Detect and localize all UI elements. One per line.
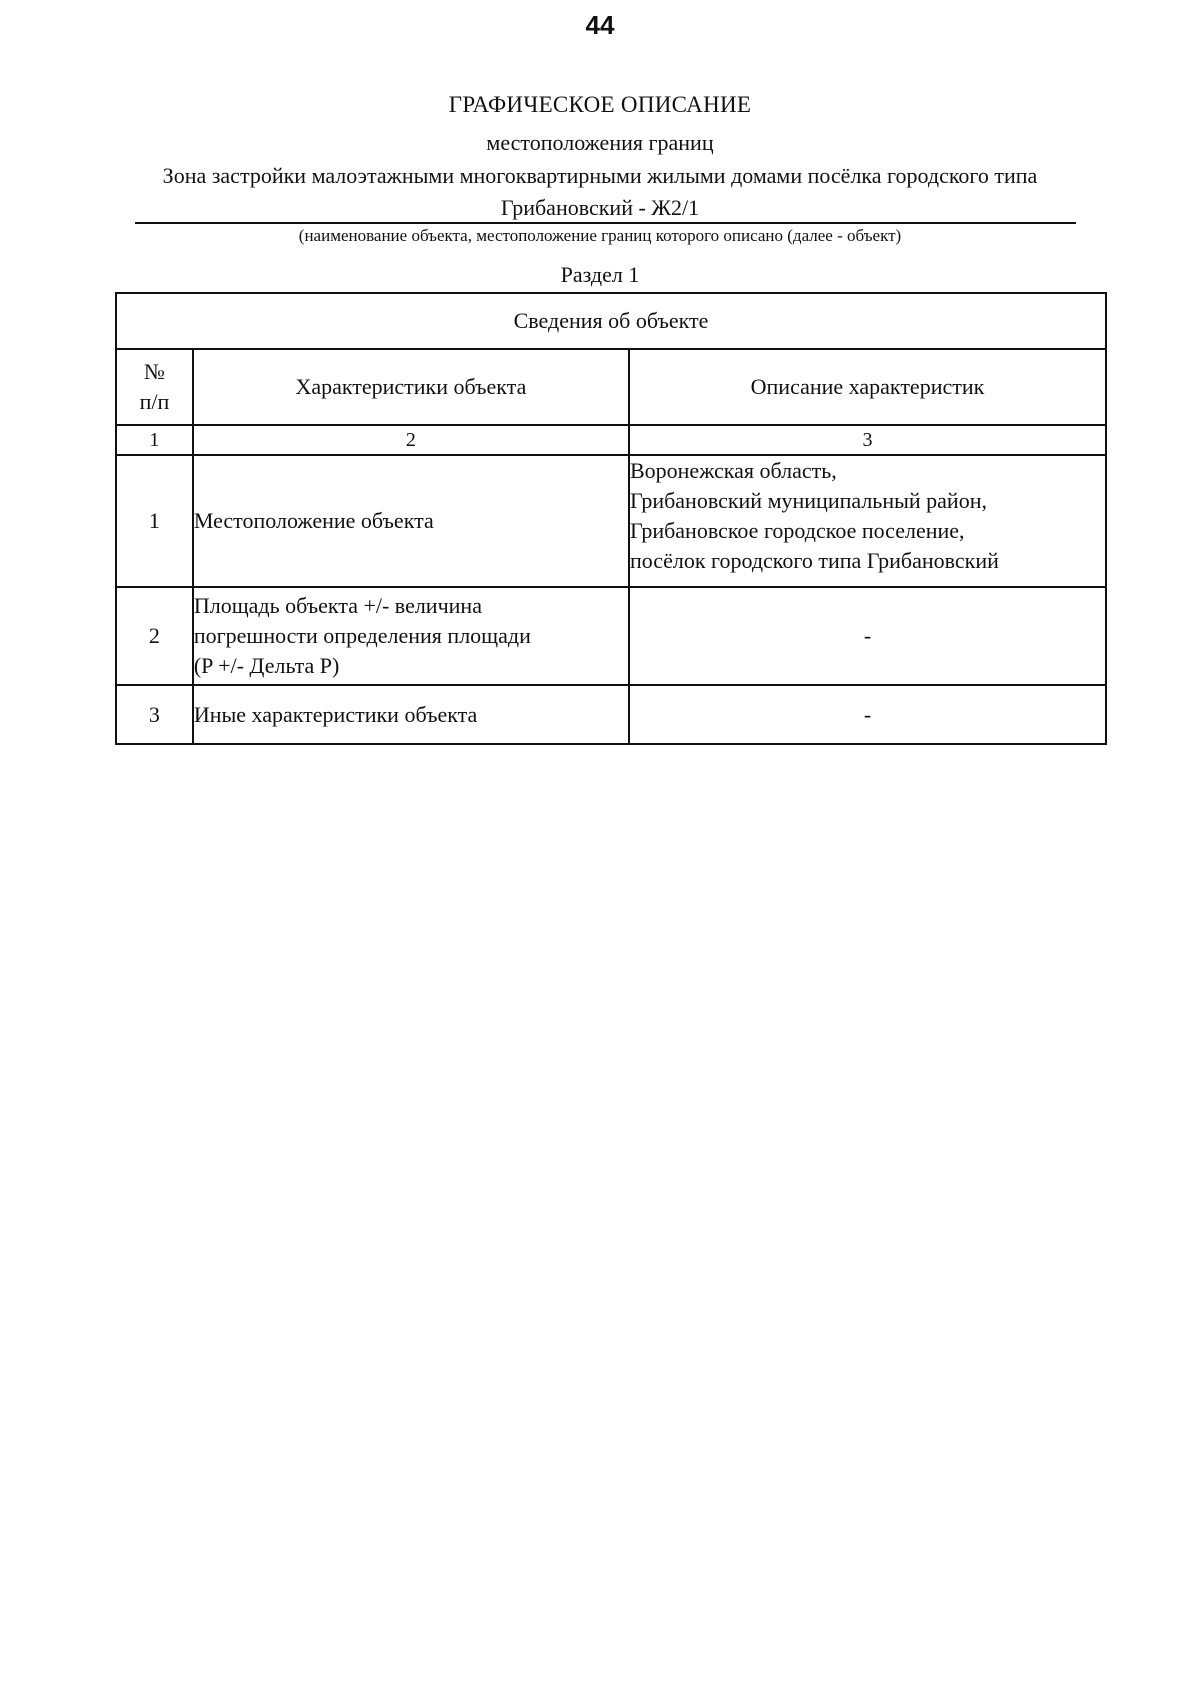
description-line: Грибановский муниципальный район,	[629, 488, 987, 513]
table-caption: Сведения об объекте	[116, 293, 1106, 349]
characteristic-line: Площадь объекта +/- величина	[193, 593, 482, 618]
header-number-line1: №	[143, 359, 165, 384]
header-number-line2: п/п	[139, 389, 170, 414]
column-number: 3	[629, 425, 1106, 455]
header-description: Описание характеристик	[629, 349, 1106, 425]
row-number: 1	[116, 455, 193, 587]
table-row	[116, 685, 1106, 744]
column-number: 1	[116, 425, 193, 455]
row-characteristic: Местоположение объекта	[193, 455, 629, 587]
table-caption-row	[116, 293, 1106, 349]
characteristic-line: погрешности определения площади	[193, 623, 531, 648]
table-row	[116, 455, 1106, 587]
characteristic-line: (P +/- Дельта P)	[193, 653, 340, 678]
section-label: Раздел 1	[560, 262, 640, 287]
object-name-caption: (наименование объекта, местоположение границ которого описано (далее - объект)	[298, 226, 902, 245]
document-subtitle: местоположения границ	[486, 130, 714, 155]
description-line: Воронежская область,	[629, 458, 837, 483]
row-characteristic	[193, 587, 629, 685]
table-row	[116, 587, 1106, 685]
page-number: 44	[585, 10, 615, 40]
column-number-row	[116, 425, 1106, 455]
description-line: посёлок городского типа Грибановский	[629, 548, 999, 573]
row-characteristic: Иные характеристики объекта	[193, 685, 629, 744]
row-number: 2	[116, 587, 193, 685]
column-number: 2	[193, 425, 629, 455]
object-info-table	[115, 292, 1107, 745]
table-header-row	[116, 349, 1106, 425]
row-description	[629, 455, 1106, 587]
row-number: 3	[116, 685, 193, 744]
row-description: -	[629, 587, 1106, 685]
object-name: Зона застройки малоэтажными многоквартирными жилыми домами посёлка городского типа Грибановский - Ж2/1	[162, 163, 1038, 220]
header-characteristics: Характеристики объекта	[193, 349, 629, 425]
underline-rule	[135, 222, 1076, 224]
description-line: Грибановское городское поселение,	[629, 518, 965, 543]
row-description: -	[629, 685, 1106, 744]
header-number	[116, 349, 193, 425]
document-title: ГРАФИЧЕСКОЕ ОПИСАНИЕ	[448, 92, 752, 117]
